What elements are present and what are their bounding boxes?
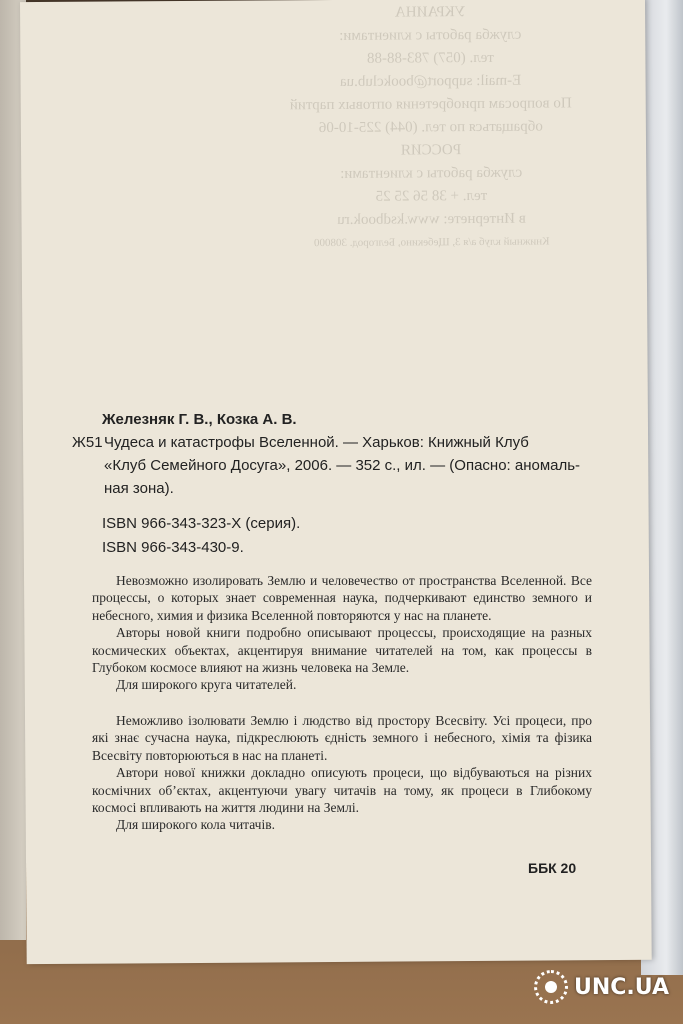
abstract-paragraph: Невозможно изолировать Землю и человечество от пространства Вселенной. Все процессы, о которых знает современная наука, подчеркивают единство земного и небесного, химия и физика Вселенной повторяются у нас на планете.: [92, 573, 592, 623]
catalog-line: Чудеса и катастрофы Вселенной. — Харьков: Книжный Клуб: [104, 434, 529, 451]
isbn-series: ISBN 966-343-323-X (серия).: [102, 515, 301, 532]
ghost-line: E-mail: support@bookclub.ua: [339, 72, 522, 90]
ghost-line: тел. + 38 56 25 25: [375, 187, 488, 205]
catalog-description: [104, 431, 604, 500]
ghost-line: служба работы с клиентами:: [340, 164, 523, 182]
show-through-text: [230, 0, 633, 363]
abstract-paragraph: Автори нової книжки докладно описують процеси, що відбуваються на різних космічних об’єктах, акцентуючи увагу читачів на тому, як процеси в Глибокому космосі впливають на життя людини на Землі.: [92, 765, 592, 816]
bbk-code: ББК 20: [528, 860, 577, 876]
ghost-line: обращаться по тел. (044) 225-10-06: [318, 118, 543, 137]
ghost-line: По вопросам приобретения оптовых партий: [289, 95, 572, 114]
catalog-author: Железняк Г. В., Козка А. В.: [102, 411, 297, 428]
abstract-paragraph: Для широкого круга читателей.: [116, 677, 297, 693]
abstract-russian: [92, 572, 592, 694]
abstract-paragraph: Авторы новой книги подробно описывают процессы, происходящие на разных космических объектах, акцентируя внимание читателей на том, как процессы в Глубоком космосе влияют на жизнь человека на Земле.: [92, 625, 592, 676]
ghost-line: тел. (057) 783-88-88: [366, 49, 494, 67]
isbn-book: ISBN 966-343-430-9.: [102, 539, 244, 556]
watermark: [534, 970, 669, 1004]
catalog-record: [72, 408, 612, 560]
catalog-code: Ж51: [72, 434, 103, 451]
ghost-line: УКРАИНА: [394, 4, 466, 21]
watermark-text: UNC.UA: [574, 974, 669, 1000]
isbn-block: [72, 512, 612, 560]
abstract-ukrainian: [92, 712, 592, 834]
ghost-line: служба работы с клиентами:: [339, 26, 522, 44]
ghost-line: в Интернете: www.ksdbook.ru: [337, 210, 526, 228]
ghost-line: РОССИЯ: [400, 142, 462, 159]
abstract-paragraph: Для широкого кола читачів.: [116, 817, 275, 833]
catalog-line: ная зона).: [104, 480, 174, 497]
catalog-entry: [72, 431, 612, 500]
abstract-paragraph: Неможливо ізолювати Землю і людство від простору Всесвіту. Усі процеси, про які знає сучасна наука, підкреслюють єдність земного і небесного, хімія та фізика Всесвіту повторюються в нас на планеті.: [92, 713, 592, 763]
watermark-logo-icon: [534, 970, 568, 1004]
catalog-line: «Клуб Семейного Досуга», 2006. — 352 с., ил. — (Опасно: аномаль-: [104, 457, 581, 474]
ghost-line: Книжный клуб а/я 3, Щебекино, Белгород. 308000: [313, 235, 550, 250]
